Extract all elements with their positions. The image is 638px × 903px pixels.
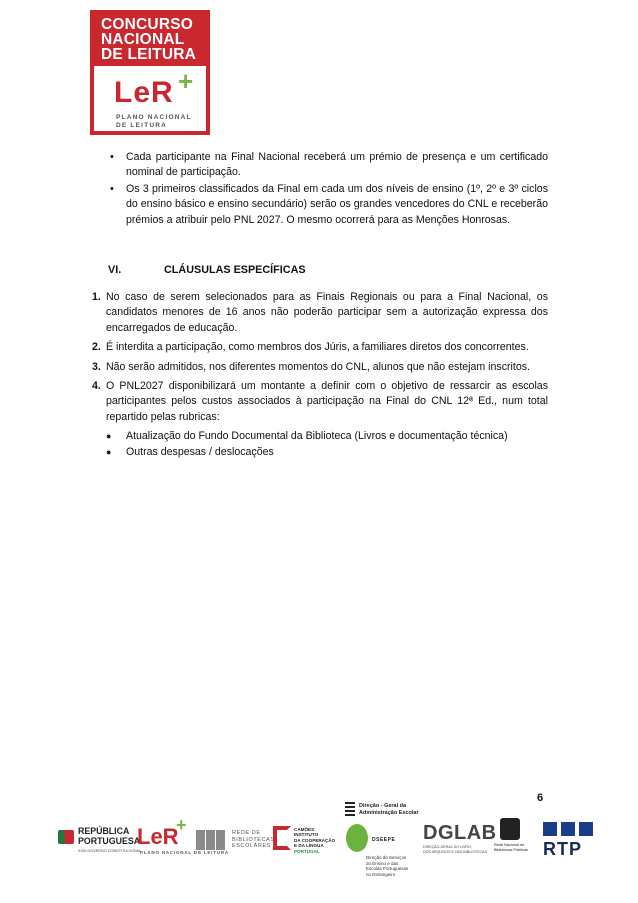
dglab-logo: DGLAB <box>423 822 497 844</box>
clause-item <box>92 360 548 375</box>
clause-text: Não serão admitidos, nos diferentes momentos do CNL, alunos que não estejam inscritos. <box>106 360 530 373</box>
rbe-logo-icon <box>196 830 228 850</box>
clause-text: É interdita a participação, como membros dos Júris, a familiares diretos dos concorrentes. <box>106 341 529 354</box>
camoes-line-5: PORTUGAL <box>294 848 320 854</box>
logo-brand: LeR <box>114 76 174 109</box>
list-item <box>108 150 548 181</box>
logo-plus-icon: + <box>178 66 194 96</box>
rtp-square-icon <box>543 822 557 836</box>
republica-small-text: XXIII GOVERNO CONSTITUCIONAL <box>78 849 142 853</box>
clause-item <box>92 340 548 355</box>
dseepe-label: DSEEPE <box>372 837 396 843</box>
dseepe-logo-icon <box>346 824 368 852</box>
rtp-logo: RTP <box>543 839 582 859</box>
camoes-line-4: E DA LÍNGUA <box>294 843 324 849</box>
bullet-icon: • <box>110 151 114 163</box>
footer-logos <box>0 800 638 900</box>
list-item <box>106 445 548 460</box>
rtp-square-icon <box>579 822 593 836</box>
logo-subtitle <box>116 114 192 130</box>
clause-number: 1. <box>92 291 101 303</box>
footer-ler-subtitle: PLANO NACIONAL DE LEITURA <box>140 850 229 855</box>
rbe-logo-text <box>232 830 275 850</box>
dglab-sub-1: DIREÇÃO-GERAL DO LIVRO, <box>423 845 472 849</box>
republica-line-2: PORTUGUESA <box>78 835 141 846</box>
camoes-line-3: DA COOPERAÇÃO <box>294 837 336 843</box>
clause-item <box>92 290 548 336</box>
rubrica-text: Outras despesas / deslocações <box>126 445 274 458</box>
dse-line-2: do Ensino e das <box>366 860 399 866</box>
dgae-line-1: Direção - Geral da <box>359 803 407 809</box>
dse-line-1: Direção de Serviços <box>366 855 407 860</box>
prize-bullet-list <box>108 150 548 229</box>
dse-line-3: Escolas Portuguesas <box>366 866 409 871</box>
dgae-logo-icon <box>345 802 355 816</box>
logo-title-block <box>94 14 206 66</box>
logo-sub-1: PLANO NACIONAL <box>116 114 192 121</box>
logo-line-2: NACIONAL <box>101 31 185 48</box>
rnbp-line-1: Rede Nacional de <box>494 843 525 847</box>
rnbp-line-2: Bibliotecas Públicas <box>494 847 528 852</box>
section-number: VI. <box>108 264 122 276</box>
dse-line-4: no Estrangeiro <box>366 871 396 877</box>
clause-item <box>92 379 548 460</box>
rubricas-list <box>106 429 548 460</box>
rbe-line-1: REDE DE <box>232 830 261 836</box>
dglab-sub-2: DOS ARQUIVOS E DAS BIBLIOTECAS <box>423 849 487 854</box>
clause-number: 3. <box>92 360 101 373</box>
bullet-icon: ● <box>106 446 112 457</box>
rubrica-text: Atualização do Fundo Documental da Biblioteca (Livros e documentação técnica) <box>126 430 508 443</box>
clause-text: O PNL2027 disponibilizará um montante a definir com o objetivo de ressarcir as escolas participantes pelos custos associados à participação na Final do CNL 12ª Ed., num total repartido pelas rubricas: <box>106 380 548 423</box>
clause-number: 4. <box>92 380 101 393</box>
section-heading <box>108 264 306 276</box>
bullet-icon: • <box>110 182 114 195</box>
bullet-text: Cada participante na Final Nacional receberá um prémio de presença e um certificado nominal de participação. <box>126 151 548 179</box>
republica-line-1: REPÚBLICA <box>78 826 130 836</box>
page-number: 6 <box>537 792 544 804</box>
dgae-logo-text <box>359 803 419 816</box>
list-item <box>108 182 548 228</box>
logo-line-1: CONCURSO <box>101 16 194 33</box>
camoes-logo-icon <box>273 826 291 850</box>
camoes-logo-text <box>294 827 335 854</box>
rbe-line-2: BIBLIOTECAS <box>232 836 275 843</box>
camoes-line-1: CAMÕES <box>294 827 315 832</box>
dglab-subtitle <box>423 845 487 854</box>
dgae-line-2: Administração Escolar <box>359 809 419 816</box>
rtp-square-icon <box>561 822 575 836</box>
footer-ler-logo: LeR <box>137 824 179 849</box>
camoes-line-2: INSTITUTO <box>294 832 319 838</box>
rnbp-logo-icon <box>500 818 520 840</box>
rbe-line-3: ESCOLARES <box>232 843 272 849</box>
section-title: CLÁUSULAS ESPECÍFICAS <box>164 264 306 276</box>
concurso-nacional-leitura-logo <box>90 10 210 135</box>
clause-number: 2. <box>92 341 101 354</box>
republica-portuguesa-logo <box>78 827 140 846</box>
logo-sub-2: DE LEITURA <box>116 122 167 129</box>
logo-line-3: DE LEITURA <box>101 46 196 63</box>
dseepe-logo-text <box>366 855 408 877</box>
list-item <box>106 429 548 444</box>
republica-flag-icon <box>58 830 74 844</box>
footer-plus-icon: + <box>176 815 187 835</box>
clauses-list <box>92 290 548 464</box>
bullet-text: Os 3 primeiros classificados da Final em cada um dos níveis de ensino (1º, 2º e 3º ciclos do ensino básico e ensino secundário) serão os grandes vencedores do CNL e receberão prémios a atribuir pelo PNL 2027. O mesmo ocorrerá para as Menções Honrosas. <box>126 182 548 226</box>
clause-text: No caso de serem selecionados para as Finais Regionais ou para a Final Nacional, os candidatos menores de 16 anos não poderão participar sem a autorização expressa dos encarregados de educação. <box>106 291 548 334</box>
bullet-icon: ● <box>106 431 112 442</box>
rnbp-logo-text <box>494 843 528 852</box>
